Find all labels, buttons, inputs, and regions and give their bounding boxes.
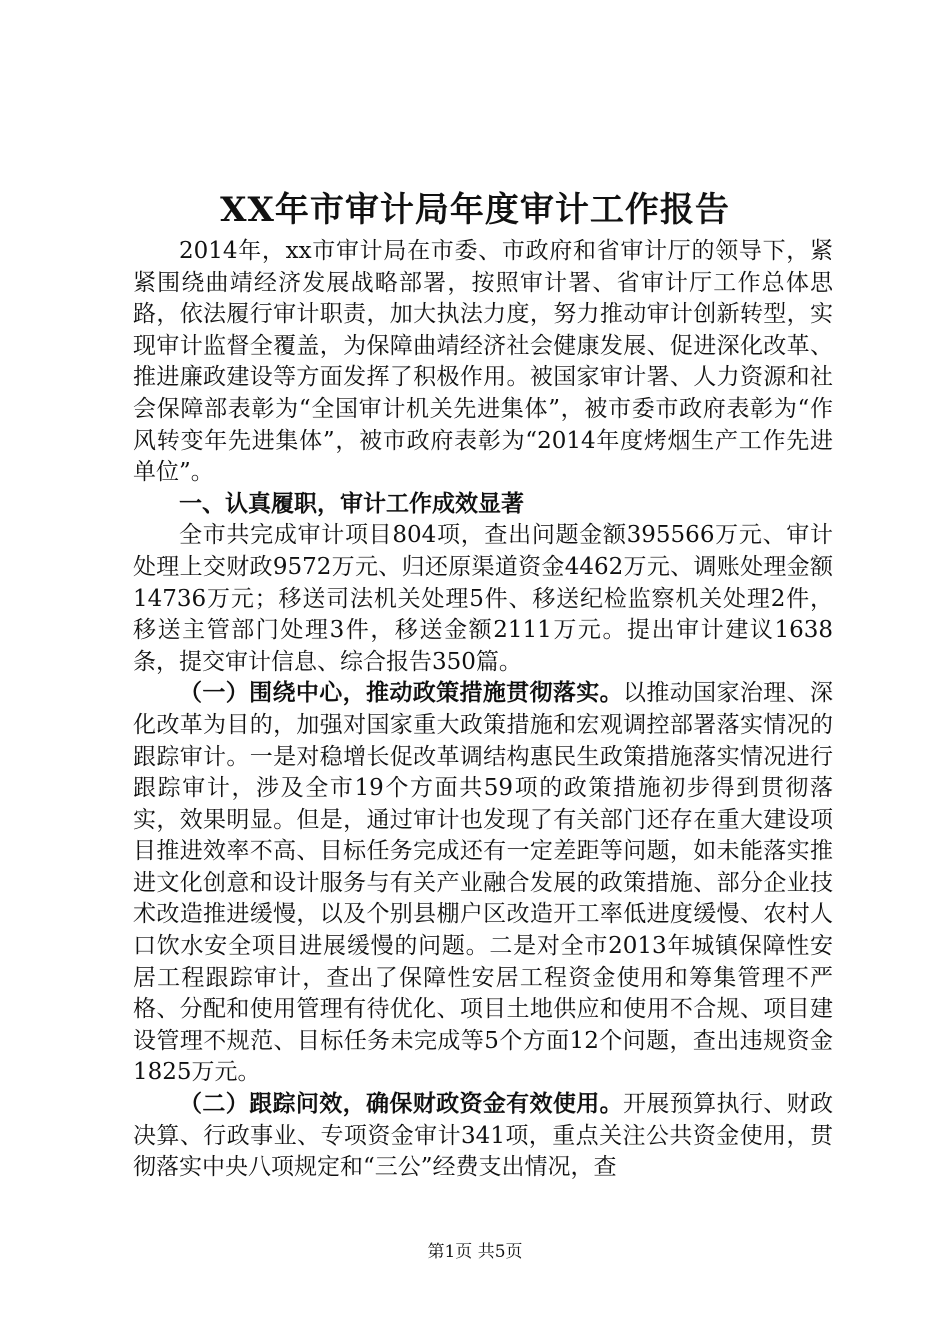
subsection-paragraph-1	[133, 678, 833, 1089]
section-heading-1: 一、认真履职，审计工作成效显著	[179, 490, 524, 517]
document-body	[133, 236, 833, 1184]
intro-paragraph: 2014年，xx市审计局在市委、市政府和省审计厅的领导下，紧紧围绕曲靖经济发展战略部署，按照审计署、省审计厅工作总体思路，依法履行审计职责，加大执法力度，努力推动审计创新转型，实现审计监督全覆盖，为保障曲靖经济社会健康发展、促进深化改革、推进廉政建设等方面发挥了积极作用。被国家审计署、人力资源和社会保障部表彰为“全国审计机关先进集体”，被市委市政府表彰为“作风转变年先进集体”，被市政府表彰为“2014年度烤烟生产工作先进单位”。	[133, 238, 833, 486]
summary-paragraph: 全市共完成审计项目804项，查出问题金额395566万元、审计处理上交财政9572万元、归还原渠道资金4462万元、调账处理金额14736万元；移送司法机关处理5件、移送纪检监察机关处理2件，移送主管部门处理3件，移送金额2111万元。提出审计建议1638条，提交审计信息、综合报告350篇。	[133, 522, 833, 675]
subsection-lead-2: （二）跟踪问效，确保财政资金有效使用。	[179, 1091, 624, 1118]
page-footer: 第1页 共5页	[427, 1242, 523, 1262]
subsection-lead-1: （一）围绕中心，推动政策措施贯彻落实。	[179, 680, 624, 707]
subsection-text-1: 以推动国家治理、深化改革为目的，加强对国家重大政策措施和宏观调控部署落实情况的跟踪审计。一是对稳增长促改革调结构惠民生政策措施落实情况进行跟踪审计，涉及全市19个方面共59项的政策措施初步得到贯彻落实，效果明显。但是，通过审计也发现了有关部门还存在重大建设项目推进效率不高、目标任务完成还有一定差距等问题，如未能落实推进文化创意和设计服务与有关产业融合发展的政策措施、部分企业技术改造推进缓慢，以及个别县棚户区改造开工率低进度缓慢、农村人口饮水安全项目进展缓慢的问题。二是对全市2013年城镇保障性安居工程跟踪审计，查出了保障性安居工程资金使用和筹集管理不严格、分配和使用管理有待优化、项目土地供应和使用不合规、项目建设管理不规范、目标任务未完成等5个方面12个问题，查出违规资金1825万元。	[133, 680, 834, 1086]
subsection-text-2: 开展预算执行、财政决算、行政事业、专项资金审计341项，重点关注公共资金使用，贯彻落实中央八项规定和“三公”经费支出情况，查	[133, 1091, 834, 1181]
document-title: XX年市审计局年度审计工作报告	[220, 190, 730, 230]
subsection-paragraph-2	[133, 1089, 833, 1184]
